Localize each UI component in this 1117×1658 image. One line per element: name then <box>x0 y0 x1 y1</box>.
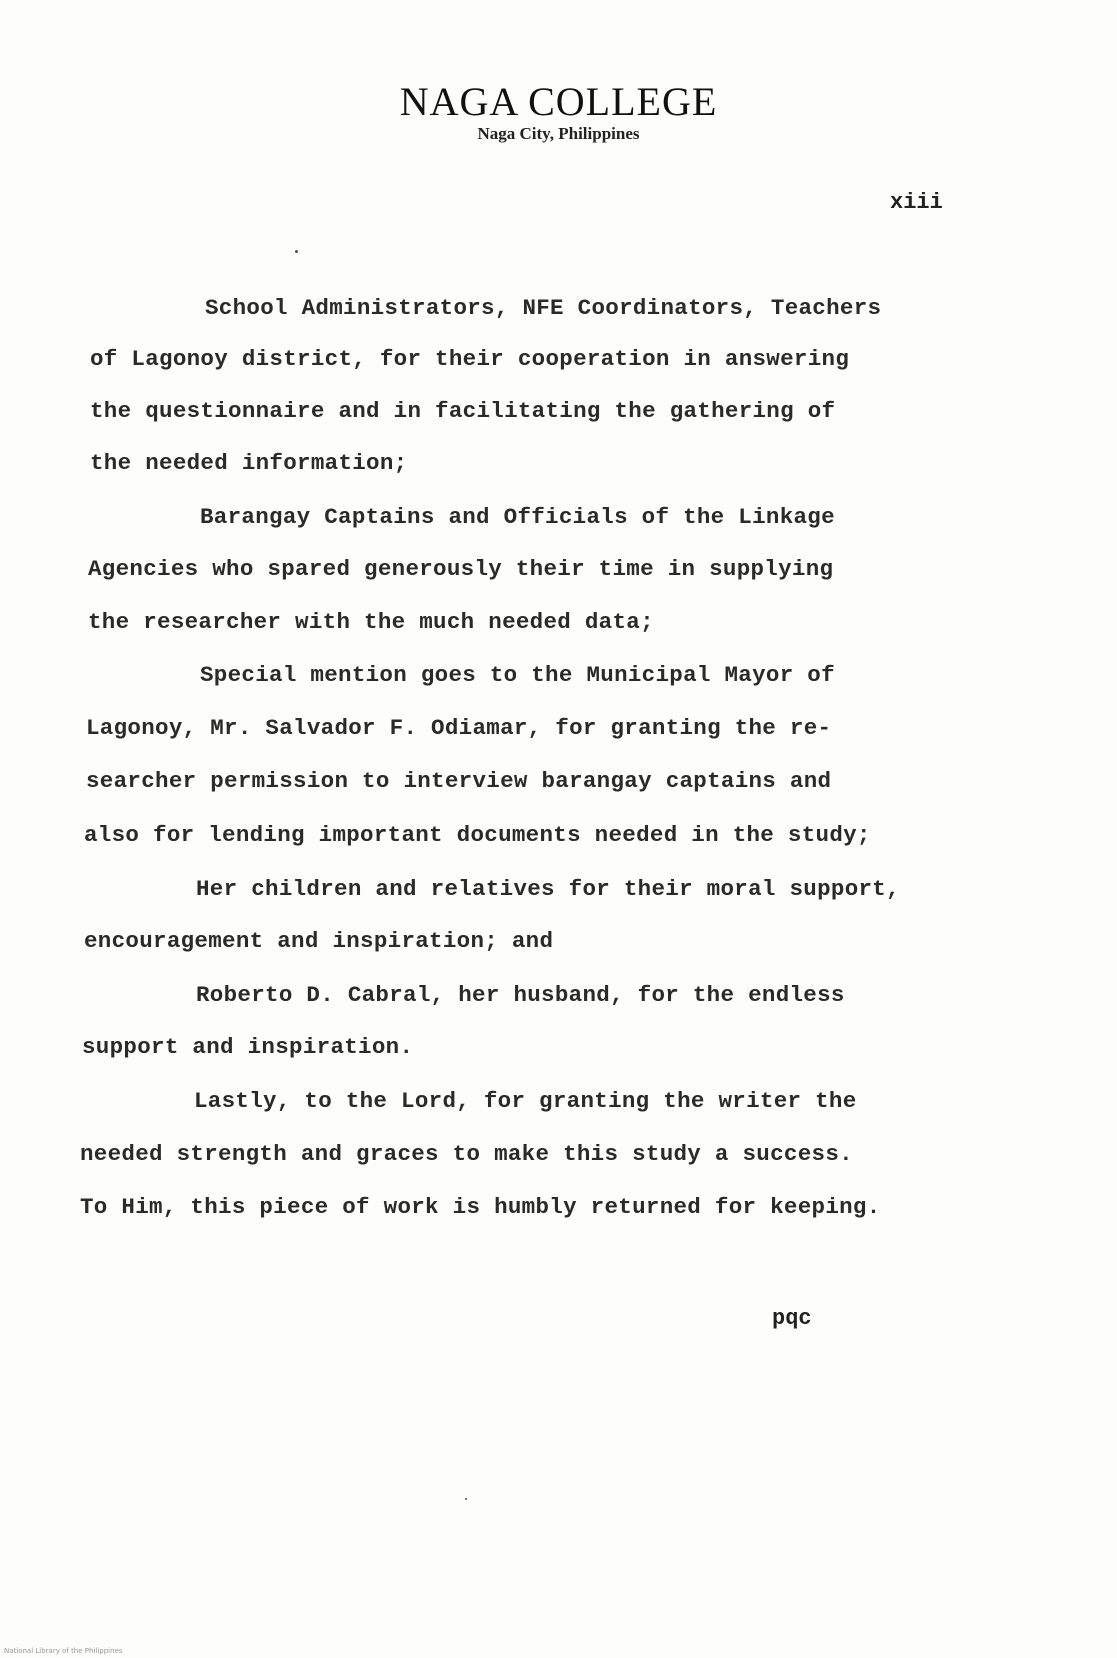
body-line: Roberto D. Cabral, her husband, for the endless <box>196 982 845 1008</box>
body-line: To Him, this piece of work is humbly returned for keeping. <box>80 1194 881 1220</box>
body-line: Special mention goes to the Municipal Mayor of <box>200 662 835 688</box>
body-line: also for lending important documents needed in the study; <box>84 822 871 848</box>
footer-stamp: National Library of the Philippines <box>4 1647 123 1655</box>
body-line: Barangay Captains and Officials of the Linkage <box>200 504 835 530</box>
body-line: Her children and relatives for their moral support, <box>196 876 900 902</box>
letterhead-title: NAGA COLLEGE <box>399 79 718 124</box>
body-line: Lastly, to the Lord, for granting the writer the <box>194 1088 857 1114</box>
body-line: needed strength and graces to make this study a success. <box>80 1141 853 1167</box>
body-line: School Administrators, NFE Coordinators, Teachers <box>205 295 882 321</box>
body-line: searcher permission to interview barangay captains and <box>86 768 832 794</box>
body-line: encouragement and inspiration; and <box>84 928 554 954</box>
page-number: xiii <box>890 190 943 215</box>
scan-speck <box>465 1498 467 1500</box>
author-initials: pqc <box>772 1306 812 1331</box>
body-line: the needed information; <box>90 450 408 476</box>
letterhead-subtitle: Naga City, Philippines <box>477 124 640 143</box>
body-line: support and inspiration. <box>82 1034 414 1060</box>
scan-speck <box>295 250 298 253</box>
body-line: the researcher with the much needed data; <box>88 609 654 635</box>
body-line: the questionnaire and in facilitating the gathering of <box>90 398 836 424</box>
body-line: Agencies who spared generously their time in supplying <box>88 556 834 582</box>
body-line: Lagonoy, Mr. Salvador F. Odiamar, for granting the re- <box>86 715 832 741</box>
body-line: of Lagonoy district, for their cooperation in answering <box>90 346 850 372</box>
